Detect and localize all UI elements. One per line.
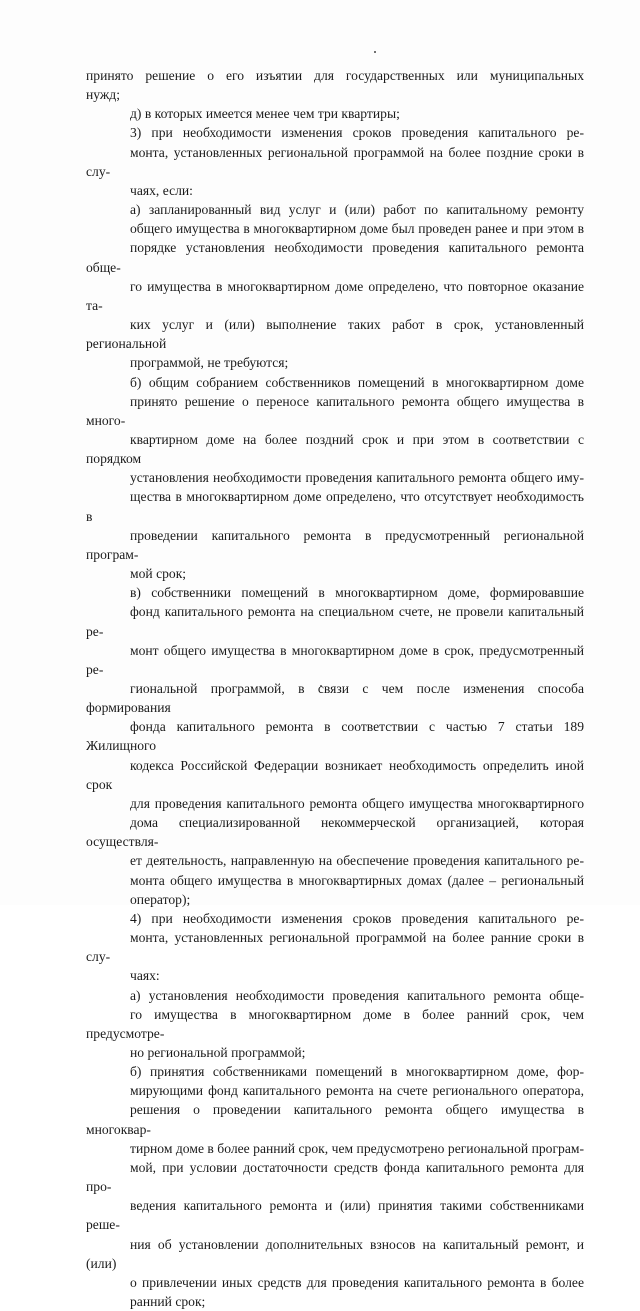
text-line: решения о проведении капитального ремонта общего имущества в многоквар- xyxy=(86,1102,584,1137)
text-line: для проведения капитального ремонта общего имущества многоквартирного xyxy=(130,795,584,811)
paragraph xyxy=(86,200,584,372)
text-line: ких услуг и (или) выполнение таких работ в срок, установленный региональной xyxy=(86,317,584,352)
text-line: чаях: xyxy=(130,968,160,984)
text-line: кодекса Российской Федерации возникает необходимость определить иной срок xyxy=(86,757,584,792)
text-line: 3) при необходимости изменения сроков проведения капитального ре- xyxy=(130,125,584,141)
paragraph xyxy=(86,986,584,1063)
text-line: мой, при условии достаточности средств фонда капитального ремонта для про- xyxy=(86,1159,584,1195)
text-line: фонд капитального ремонта на специальном счете, не провели капитальный ре- xyxy=(86,604,584,639)
text-line: нужд; xyxy=(86,87,120,103)
text-line: общего имущества в многоквартирном доме был проведен ранее и при этом в xyxy=(130,221,584,237)
text-line: монт общего имущества в многоквартирном доме в срок, предусмотренный ре- xyxy=(86,642,584,677)
paragraph xyxy=(86,123,584,200)
text-line: 4) при необходимости изменения сроков проведения капитального ре- xyxy=(130,910,584,926)
text-line: установления необходимости проведения капитального ремонта общего иму- xyxy=(130,470,584,486)
text-line: фонда капитального ремонта в соответствии с частью 7 статьи 189 Жилищного xyxy=(86,719,584,754)
text-line: ранний срок; xyxy=(130,1294,206,1309)
text-line: дома специализированной некоммерческой организацией, которая осуществля- xyxy=(86,815,584,850)
text-line: а) запланированный вид услуг и (или) работ по капитальному ремонту xyxy=(130,202,584,218)
text-line: д) в которых имеется менее чем три квартиры; xyxy=(130,106,400,122)
paragraph xyxy=(86,104,584,123)
text-line: но региональной программой; xyxy=(130,1044,306,1060)
paragraph xyxy=(86,373,584,584)
text-line: го имущества в многоквартирном доме определено, что повторное оказание та- xyxy=(86,278,584,313)
text-line: проведении капитального ремонта в предусмотренный региональной програм- xyxy=(86,527,584,562)
text-line: мирующими фонд капитального ремонта на счете регионального оператора, xyxy=(130,1083,584,1099)
text-line: монта общего имущества в многоквартирных домах (далее – региональный xyxy=(130,872,584,888)
text-line: оператор); xyxy=(130,891,191,907)
text-line: программой, не требуются; xyxy=(130,355,289,371)
paragraph xyxy=(86,909,584,986)
text-line: а) установления необходимости проведения капитального ремонта обще- xyxy=(130,987,584,1003)
text-line: го имущества в многоквартирном доме в более ранний срок, чем предусмотре- xyxy=(86,1006,584,1041)
text-line: ет деятельность, направленную на обеспечение проведения капитального ре- xyxy=(130,853,584,869)
text-line: о привлечении иных средств для проведения капитального ремонта в более xyxy=(130,1274,584,1290)
text-line: щества в многоквартирном доме определено, что отсутствует необходимость в xyxy=(86,489,584,524)
text-line: гиональной программой, в связи с чем после изменения способа формирования xyxy=(86,681,584,716)
text-line: монта, установленных региональной программой на более ранние сроки в слу- xyxy=(86,930,584,965)
text-line: б) принятия собственниками помещений в многоквартирном доме, фор- xyxy=(130,1064,584,1080)
text-line: чаях, если: xyxy=(130,182,193,198)
paragraph xyxy=(86,1062,584,1311)
text-line: мой срок; xyxy=(130,566,187,582)
scan-speck xyxy=(374,51,376,53)
text-line: монта, установленных региональной программой на более поздние сроки в слу- xyxy=(86,144,584,179)
text-line: в) собственники помещений в многоквартирном доме, формировавшие xyxy=(130,585,584,601)
paragraph xyxy=(86,583,584,909)
text-line: б) общим собранием собственников помещений в многоквартирном доме xyxy=(130,374,584,390)
text-line: квартирном доме на более поздний срок и при этом в соответствии с порядком xyxy=(86,431,584,467)
text-line: ведения капитального ремонта и (или) принятия такими собственниками реше- xyxy=(86,1198,584,1233)
paragraph xyxy=(86,66,584,104)
text-line: принято решение о его изъятии для государственных или муниципальных xyxy=(86,68,584,83)
document-body xyxy=(86,66,584,1311)
text-line: ния об установлении дополнительных взносов на капитальный ремонт, и (или) xyxy=(86,1236,584,1271)
text-line: принято решение о переносе капитального ремонта общего имущества в много- xyxy=(86,393,584,428)
text-line: тирном доме в более ранний срок, чем предусмотрено региональной програм- xyxy=(130,1140,584,1156)
text-line: порядке установления необходимости проведения капитального ремонта обще- xyxy=(86,240,584,275)
